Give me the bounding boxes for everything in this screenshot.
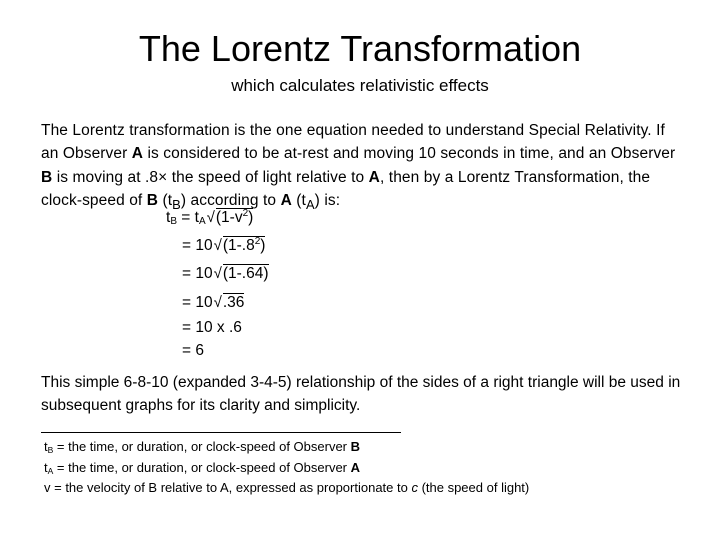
eq4-inner: .36 <box>222 294 245 311</box>
eq2-inner: (1-.8 <box>222 237 255 254</box>
sqrt-icon: √ <box>213 294 222 311</box>
fn3-end: (the speed of light) <box>417 480 530 495</box>
eq2-radicand <box>223 236 266 254</box>
eq4-pre: = 10 <box>182 294 213 311</box>
equation-line-2 <box>182 236 265 255</box>
fn2-text: = the time, or duration, or clock-speed of Observer <box>53 460 351 475</box>
fn2-bold: A <box>350 460 361 475</box>
body-text-6: ) according to <box>180 191 281 209</box>
eq1-equals: = t <box>176 209 199 226</box>
observer-b-label: B <box>41 168 53 186</box>
equation-line-6: = 6 <box>182 342 204 359</box>
fn2-t: t <box>44 460 48 475</box>
body-text-7: (t <box>291 191 306 209</box>
eq1-radicand <box>216 208 253 226</box>
observer-a-label-3: A <box>280 191 292 209</box>
subscript-b: B <box>172 196 181 212</box>
eq2-sup: 2 <box>254 236 261 247</box>
eq1-sub-b: B <box>170 216 177 227</box>
eq1-inner: (1-v <box>215 209 243 226</box>
footnote-divider <box>41 432 401 433</box>
eq2-pre: = 10 <box>182 237 213 254</box>
body-text-5: (t <box>158 191 173 209</box>
body-text-1: The Lorentz transformation is the one equation needed to understand Special Relativity. If an Observer <box>41 122 665 163</box>
observer-a-label: A <box>131 145 144 163</box>
eq1-sup: 2 <box>242 208 249 219</box>
footnote-tb <box>44 439 360 455</box>
eq1-t: t <box>166 209 171 226</box>
fn3-text: v = the velocity of B relative to A, expressed as proportionate to <box>44 480 412 495</box>
intro-paragraph <box>41 119 681 216</box>
observer-b-label-2: B <box>146 191 159 209</box>
eq1-sub-a: A <box>198 216 206 227</box>
sqrt-icon: √ <box>206 209 215 226</box>
eq3-pre: = 10 <box>182 265 213 282</box>
body-text-4: , then by a Lorentz Transformation, the clock-speed of <box>41 168 651 209</box>
equation-line-5: = 10 x .6 <box>182 319 242 336</box>
eq2-close: ) <box>260 237 266 254</box>
subscript-a: A <box>305 196 315 212</box>
footnote-ta <box>44 460 360 476</box>
equation-line-4 <box>182 294 244 312</box>
closing-paragraph: This simple 6-8-10 (expanded 3-4-5) relationship of the sides of a right triangle will be used in subsequent graphs for its clarity and simplicity. <box>41 374 681 415</box>
sqrt-icon: √ <box>213 237 222 254</box>
fn3-italic: c <box>411 480 418 495</box>
fn1-sub: B <box>47 445 54 455</box>
equation-line-3 <box>182 265 269 283</box>
sqrt-icon: √ <box>213 265 222 282</box>
body-text-3: is moving at .8× the speed of light relative to <box>52 168 369 186</box>
body-text-8: ) is: <box>314 191 341 209</box>
body-text-2: is considered to be at-rest and moving 10 seconds in time, and an Observer <box>143 145 676 163</box>
slide-title: The Lorentz Transformation <box>138 28 582 69</box>
fn1-bold: B <box>350 439 361 454</box>
slide-subtitle: which calculates relativistic effects <box>231 76 489 95</box>
eq1-close: ) <box>248 209 254 226</box>
observer-a-label-2: A <box>368 168 380 186</box>
eq3-inner: (1-.64) <box>222 265 269 282</box>
fn1-t: t <box>44 439 48 454</box>
fn1-text: = the time, or duration, or clock-speed of Observer <box>53 439 351 454</box>
footnote-v <box>44 480 529 495</box>
equation-line-1 <box>166 208 253 227</box>
fn2-sub: A <box>47 466 54 476</box>
